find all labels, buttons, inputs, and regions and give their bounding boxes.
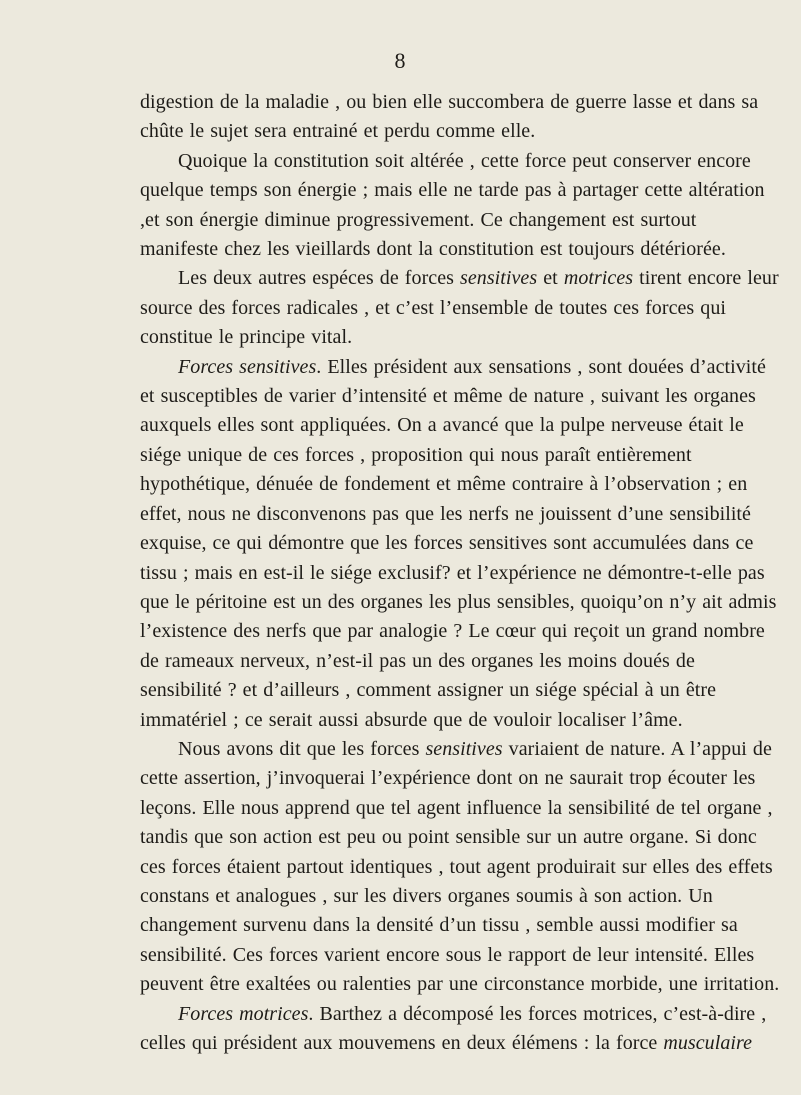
italic-text: Forces motrices [178,1002,309,1025]
paragraph [140,735,780,1000]
italic-text: motrices [563,267,634,290]
text-run: digestion de la maladie , ou bien elle succombera de guerre lasse et dans sa chûte le sujet sera entrainé et perdu comme elle. [140,91,759,143]
text-run: tirent encore leur source des forces radicales , et c’est l’ensemble de toutes ces forces qui constitue le principe vital. [140,267,779,349]
paragraph [140,353,780,735]
text-run: Les deux autres espéces de forces [178,267,461,290]
paragraph [140,88,780,147]
text-run: . Elles président aux sensations , sont douées d’activité et susceptibles de varier d’intensité et même de nature , suivant les organes auxquels elles sont appliquées. On a avancé que la pulpe nerveuse était le siége unique de ces forces , proposition qui nous paraît entièrement hypothétique, dénuée de fondement et même contraire à l’observation ; en effet, nous ne disconvenons pas que les nerfs ne jouissent d’une sensibilité exquise, ce qui démontre que les forces sensitives sont accumulées dans ce tissu ; mais en est-il le siége exclusif? et l’expérience ne démontre-t-elle pas que le péritoine est un des organes les plus sensibles, quoiqu’on n’y ait admis l’existence des nerfs que par analogie ? Le cœur qui reçoit un grand nombre de rameaux nerveux, n’est-il pas un des organes les moins doués de sensibilité ? et d’ailleurs , comment assigner un siége spécial à un être immatériel ; ce serait aussi absurde que de vouloir localiser l’âme. [140,355,777,731]
paragraph [140,1000,780,1059]
body-text [140,88,780,1058]
italic-text: sensitives [425,737,503,760]
text-run: variaient de nature. A l’appui de cette assertion, j’invoquerai l’expérience dont on ne saurait trop écouter les leçons. Elle nous apprend que tel agent influence la sensibilité de tel organe , tandis que son action est peu ou point sensible sur un autre organe. Si donc ces forces étaient partout identiques , tout agent produirait sur elles des effets constans et analogues , sur les divers organes soumis à son action. Un changement survenu dans la densité d’un tissu , semble aussi modifier sa sensibilité. Ces forces varient encore sous le rapport de leur intensité. Elles peuvent être exaltées ou ralenties par une circonstance morbide, une irritation. [140,737,780,996]
page-number: 8 [394,48,406,73]
italic-text: musculaire [663,1032,753,1054]
text-run: et [537,267,564,290]
italic-text: sensitives [460,267,538,290]
paragraph [140,264,780,352]
text-run: Nous avons dit que les forces [178,737,426,760]
text-run: . Barthez a décomposé les forces motrices, c’est-à-dire , celles qui président aux mouvemens en deux élémens : la force [140,1002,767,1054]
text-run: Quoique la constitution soit altérée , cette force peut conserver encore quelque temps son énergie ; mais elle ne tarde pas à partager cette altération ,et son énergie diminue progressivement. Ce changement est surtout manifeste chez les vieillards dont la constitution est toujours détériorée. [140,149,765,261]
italic-text: Forces sensitives [178,355,317,378]
paragraph [140,147,780,265]
